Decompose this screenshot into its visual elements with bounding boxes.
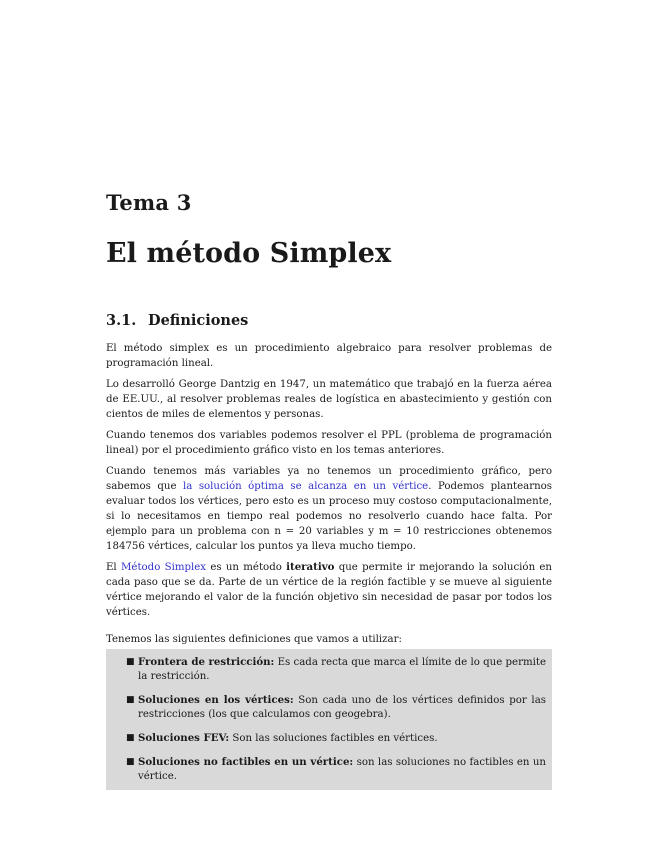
paragraph: El método simplex es un procedimiento algebraico para resolver problemas de programación lineal. (106, 343, 552, 369)
definitions-box (106, 649, 552, 790)
section-heading (106, 312, 248, 329)
definition-term: Soluciones FEV: (138, 732, 230, 744)
definition-item (128, 755, 546, 784)
paragraph: Tenemos las siguientes definiciones que vamos a utilizar: (106, 634, 402, 645)
paragraph (106, 464, 552, 554)
definition-term: Soluciones no factibles en un vértice: (138, 756, 354, 768)
definition-item (128, 693, 546, 722)
paragraph-text: es un método (206, 562, 287, 573)
paragraph: Cuando tenemos dos variables podemos resolver el PPL (problema de programación lineal) por el procedimiento gráfico visto en los temas anteriores. (106, 430, 552, 456)
section-number: 3.1. (106, 312, 137, 329)
paragraph-text: El (106, 562, 121, 573)
chapter-label: Tema 3 (106, 190, 192, 215)
definition-text: Son cada uno de los vértices definidos por las restricciones (los que calculamos con geogebra). (138, 695, 546, 720)
definition-item (128, 731, 546, 746)
definition-term: Soluciones en los vértices: (138, 694, 294, 706)
definition-term: Frontera de restricción: (138, 656, 275, 668)
bold-term: iterativo (286, 561, 335, 573)
definition-text: Es cada recta que marca el límite de lo que permite la restricción. (138, 657, 546, 682)
chapter-title: El método Simplex (106, 238, 392, 269)
bullet-icon: ■ (126, 757, 135, 767)
paragraph-text: . Podemos plantearnos evaluar todos los vértices, pero esto es un proceso muy costoso computacionalmente, si lo necesitamos en tiempo real podemos no resolverlo cuando hace falta. Por ejemplo para un problema con n = 20 variables y m = 10 restricciones obtenemos 184756 vértices, calcular los puntos ya lleva mucho tiempo. (106, 481, 553, 552)
paragraph: Lo desarrolló George Dantzig en 1947, un matemático que trabajó en la fuerza aérea de EE.UU., al resolver problemas reales de logística en abastecimiento y gestión con cientos de miles de elementos y personas. (106, 379, 552, 420)
paragraph-text: Cuando tenemos más variables ya no tenemos un procedimiento gráfico, pero sabemos que (106, 466, 552, 492)
bullet-icon: ■ (126, 657, 135, 667)
definition-text: son las soluciones no factibles en un vértice. (138, 757, 546, 782)
definitions-list (128, 655, 546, 784)
bullet-icon: ■ (126, 733, 135, 743)
definition-text: Son las soluciones factibles en vértices. (229, 733, 438, 744)
simplex-method-link[interactable]: Método Simplex (120, 562, 207, 573)
paragraph (106, 560, 552, 620)
body-text (106, 341, 552, 653)
bullet-icon: ■ (126, 695, 135, 705)
optimal-vertex-link[interactable]: la solución óptima se alcanza en un vértice (182, 481, 429, 492)
section-title: Definiciones (148, 312, 249, 329)
definition-item (128, 655, 546, 684)
paragraph-text: que permite ir mejorando la solución en cada paso que se da. Parte de un vértice de la región factible y se mueve al siguiente vértice mejorando el valor de la función objetivo sin necesidad de pasar por todos los vértices. (106, 562, 552, 618)
